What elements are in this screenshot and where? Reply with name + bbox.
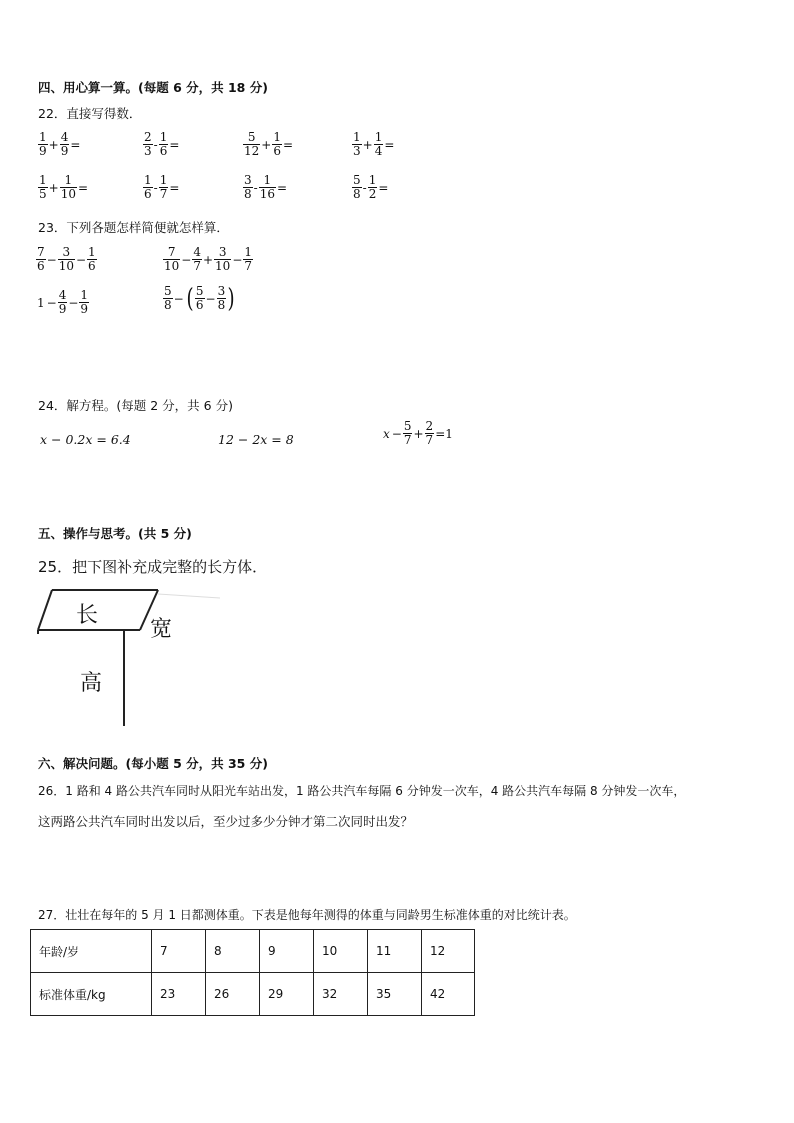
label-high: 高 (80, 671, 103, 696)
q22-item: $\frac{1}{5}$ + $\frac{1}{10}$ = (39, 173, 89, 201)
table-cell: 10 (314, 930, 368, 973)
table-cell: 12 (422, 930, 475, 973)
q22-item: $\frac{1}{9}$ + $\frac{4}{9}$ = (39, 130, 81, 158)
question-26-line-2: 这两路公共汽车同时出发以后，至少过多少分钟才第二次同时出发？ (38, 814, 414, 829)
question-25: 25．把下图补充成完整的长方体． (38, 558, 268, 576)
q22-item: $\frac{3}{8}$ - $\frac{1}{16}$ = (244, 173, 288, 201)
question-27: 27．壮壮在每年的 5 月 1 日都测体重。下表是他每年测得的体重与同龄男生标准体重的对比统计表。 (38, 908, 576, 922)
q23-expression-3: 1 − $\frac{4}{9}$ − $\frac{1}{9}$ (37, 288, 89, 316)
question-26-line-1: 26．1 路和 4 路公共汽车同时从阳光车站出发，1 路公共汽车每隔 6 分钟发一次车，4 路公共汽车每隔 8 分钟发一次车， (38, 784, 686, 798)
table-row (31, 930, 475, 973)
question-24: 24．解方程。(每题 2 分，共 6 分) (38, 398, 233, 413)
q22-item: $\frac{5}{12}$ + $\frac{1}{6}$ = (244, 130, 294, 158)
table-cell: 7 (152, 930, 206, 973)
table-cell: 26 (206, 973, 260, 1016)
table-cell: 8 (206, 930, 260, 973)
table-row (31, 973, 475, 1016)
table-cell: 23 (152, 973, 206, 1016)
question-22: 22．直接写得数． (38, 106, 142, 121)
table-cell: 9 (260, 930, 314, 973)
table-cell: 42 (422, 973, 475, 1016)
q22-item: $\frac{5}{8}$ - $\frac{1}{2}$ = (353, 173, 389, 201)
q24-equation-3: x − $\frac{5}{7}$ + $\frac{2}{7}$ =1 (383, 419, 453, 447)
weight-table (30, 929, 475, 1016)
table-cell: 11 (368, 930, 422, 973)
table-cell: 35 (368, 973, 422, 1016)
question-23: 23．下列各题怎样简便就怎样算． (38, 220, 229, 235)
label-long: 长 (76, 603, 99, 628)
q23-expression-1: $\frac{7}{6}$ − $\frac{3}{10}$ − $\frac{1}{6}$ (37, 245, 96, 273)
table-cell: 标准体重/kg (31, 973, 152, 1016)
q22-item: $\frac{1}{3}$ + $\frac{1}{4}$ = (353, 130, 395, 158)
table-cell: 29 (260, 973, 314, 1016)
section-5-heading: 五、操作与思考。(共 5 分) (38, 526, 192, 541)
q23-expression-4: $\frac{5}{8}$ −( $\frac{5}{6}$ − $\frac{3}{8}$ ) (164, 283, 235, 314)
cuboid-figure (30, 584, 250, 734)
table-cell: 32 (314, 973, 368, 1016)
label-wide: 宽 (150, 617, 173, 642)
q24-equation-2: 12 − 2x = 8 (218, 432, 294, 447)
q22-item: $\frac{2}{3}$ - $\frac{1}{6}$ = (144, 130, 180, 158)
q24-equation-1: x − 0.2x = 6.4 (40, 432, 131, 447)
table-cell: 年龄/岁 (31, 930, 152, 973)
section-4-heading: 四、用心算一算。(每题 6 分，共 18 分) (38, 80, 268, 95)
section-6-heading: 六、解决问题。(每小题 5 分，共 35 分) (38, 756, 268, 771)
q22-item: $\frac{1}{6}$ - $\frac{1}{7}$ = (144, 173, 180, 201)
q23-expression-2: $\frac{7}{10}$ − $\frac{4}{7}$ + $\frac{3}{10}$ − $\frac{1}{7}$ (164, 245, 253, 273)
